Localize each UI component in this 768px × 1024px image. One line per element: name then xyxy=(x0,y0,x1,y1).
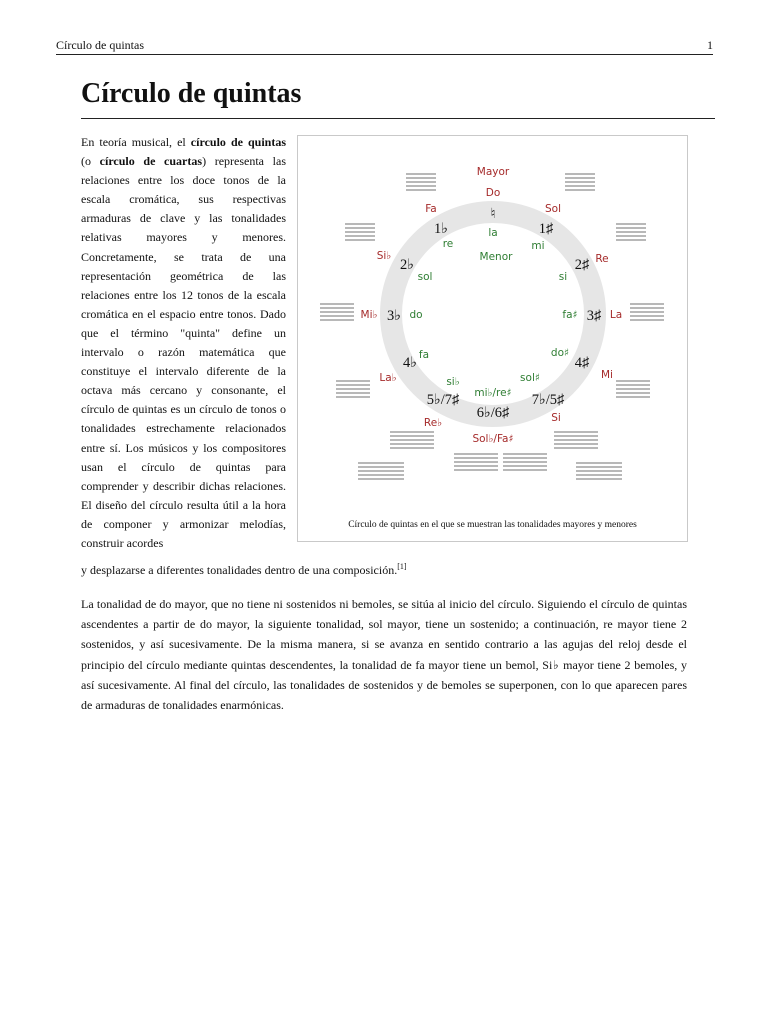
minor-key-label: si♭ xyxy=(446,376,460,388)
staff-icon xyxy=(336,381,370,397)
page-number: 1 xyxy=(707,38,713,52)
intro-paragraph xyxy=(81,133,286,553)
accidental-count-label: 6♭/6♯ xyxy=(476,405,510,421)
staff-icon xyxy=(554,432,598,448)
staff-icon xyxy=(358,463,404,479)
staff-icon xyxy=(630,304,664,320)
minor-key-label: do♯ xyxy=(550,347,570,359)
staff-icon xyxy=(576,463,622,479)
staff-icon xyxy=(406,174,436,190)
minor-key-label: sol xyxy=(417,271,433,283)
major-key-label: La♭ xyxy=(379,372,397,384)
accidental-count-label: 3♯ xyxy=(586,308,602,324)
center-do-label: Do xyxy=(485,187,501,199)
accidental-count-label: 7♭/5♯ xyxy=(531,392,565,408)
intro-text-2: (o xyxy=(81,154,100,169)
major-key-label: La xyxy=(609,309,623,321)
body-paragraph-2: La tonalidad de do mayor, que no tiene ni sostenidos ni bemoles, se sitúa al inicio del círculo. Siguiendo el círculo de quintas ascendentes a partir de do mayor, la siguiente tonalidad, sol mayor, tiene un sostenido; a continuación, re mayor tiene 2 sostenidos, y así sucesivamente. De la misma manera, si se avanza en sentido contrario a las agujas del reloj desde el principio del círculo mediante quintas descendentes, la tonalidad de fa mayor tiene un bemol, Si♭ mayor tiene 2 bemoles, y así sucesivamente. Al final del círculo, las tonalidades de sostenidos y de bemoles se superponen, con lo que aparecen pares de armaduras de tonalidades enarmónicas. xyxy=(81,597,687,713)
staff-icon xyxy=(616,224,646,240)
minor-key-label: mi xyxy=(531,240,545,252)
staff-icon xyxy=(503,454,547,470)
term-circulo-cuartas: círculo de cuartas xyxy=(99,154,203,169)
staff-icon xyxy=(565,174,595,190)
staff-icon xyxy=(616,381,650,397)
major-key-label: Re xyxy=(595,253,609,265)
center-menor-label: Menor xyxy=(479,251,513,263)
minor-key-label: do xyxy=(409,309,423,321)
minor-key-label: si xyxy=(558,271,568,283)
accidental-count-label: 3♭ xyxy=(386,308,402,324)
accidental-count-label: 2♭ xyxy=(399,257,415,273)
minor-key-label: fa♯ xyxy=(562,309,578,321)
minor-key-label: fa xyxy=(418,349,430,361)
accidental-count-label: 2♯ xyxy=(574,257,590,273)
figure-caption: Círculo de quintas en el que se muestran las tonalidades mayores y menores xyxy=(348,520,637,530)
major-key-label: Re♭ xyxy=(423,417,443,429)
accidental-count-label: 4♭ xyxy=(402,355,418,371)
major-key-label: Mi♭ xyxy=(360,309,378,321)
staff-icon xyxy=(390,432,434,448)
accidental-count-label: 4♯ xyxy=(574,355,590,371)
running-title: Círculo de quintas xyxy=(56,38,144,52)
intro-paragraph-end xyxy=(81,557,721,580)
staff-icon xyxy=(454,454,498,470)
accidental-count-label: 5♭/7♯ xyxy=(426,392,460,408)
minor-key-label: re xyxy=(442,238,454,250)
minor-key-label: sol♯ xyxy=(520,372,540,384)
major-key-label: Mi xyxy=(601,369,613,381)
major-key-label: Sol xyxy=(544,203,562,215)
accidental-count-label: 1♭ xyxy=(433,221,449,237)
intro-text-1: En teoría musical, el xyxy=(81,135,191,149)
natural-sign-icon: ♮ xyxy=(490,207,496,222)
reference-link[interactable]: [1] xyxy=(397,562,407,571)
minor-key-label: mi♭/re♯ xyxy=(474,387,512,399)
major-key-label: Si♭ xyxy=(376,250,392,262)
major-key-label: Si xyxy=(551,412,561,424)
term-circulo-quintas: círculo de quintas xyxy=(190,135,286,149)
accidental-count-label: 1♯ xyxy=(538,221,554,237)
major-key-label: Sol♭/Fa♯ xyxy=(472,433,514,445)
page-title: Círculo de quintas xyxy=(81,78,715,119)
intro-text-3: ) representa las relaciones entre los doce tonos de la escala cromática, sus respectivas armaduras de clave y las tonalidades relativas mayores y menores. Concretamente, se trata de una representación geométrica de las relaciones entre los 12 tonos de la escala cromática en el espacio entre tonos. Dado que el término "quinta" define un intervalo o razón matemática que constituye el intervalo diferente de la octava más cercano y consonante, el círculo de quintas es un círculo de tonos o tonalidades estrechamente relacionados entre sí. Los músicos y los compositores usan el círculo de quintas para comprender y describir dichas relaciones. El diseño del círculo resulta útil a la hora de componer y armonizar melodías, construir acordes xyxy=(81,154,286,550)
staff-icon xyxy=(320,304,354,320)
figure-circle-of-fifths xyxy=(297,135,688,542)
intro-text-tail: y desplazarse a diferentes tonalidades dentro de una composición. xyxy=(81,563,398,577)
running-header xyxy=(56,38,713,55)
major-key-label: Fa xyxy=(425,203,437,215)
center-mayor-label: Mayor xyxy=(476,166,510,178)
center-la-label: la xyxy=(488,227,498,239)
circle-diagram xyxy=(298,136,687,516)
staff-icon xyxy=(345,224,375,240)
